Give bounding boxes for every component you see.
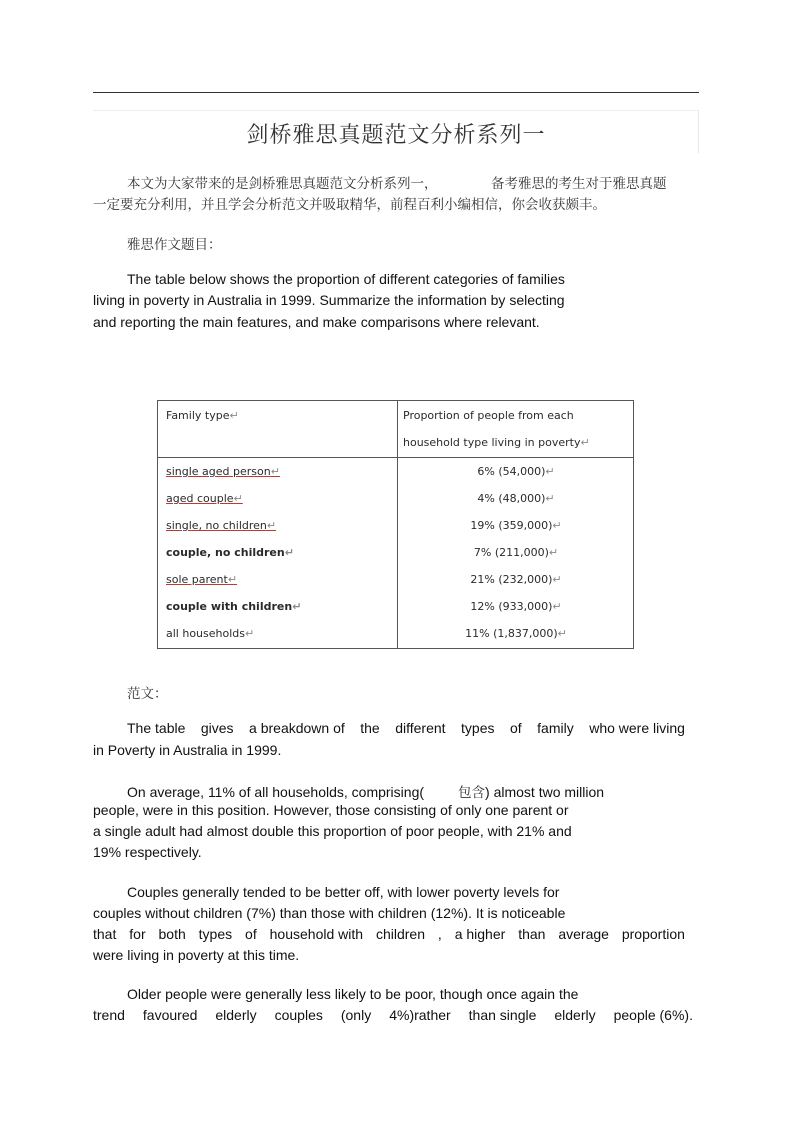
intro-line1a: 本文为大家带来的是剑桥雅思真题范文分析系列一， xyxy=(127,176,438,192)
table-row-value: 21% (232,000)↵ xyxy=(470,573,562,586)
table-row-type: aged couple↵ xyxy=(166,492,243,505)
table-header-proportion-line1: Proportion of people from each xyxy=(403,409,574,422)
essay-p2-line3: a single adult had almost double this proportion of poor people, with 21% and xyxy=(93,823,572,839)
essay-p2-line4: 19% respectively. xyxy=(93,844,202,860)
table-row-type: all households↵ xyxy=(166,627,255,640)
table-row-type: single, no children↵ xyxy=(166,519,277,532)
essay-p2-line1: On average, 11% of all households, comprising( 包含) almost two million xyxy=(127,784,605,801)
intro-line2: 一定要充分利用，并且学会分析范文并吸取精华，前程百利小编相信，你会收获颇丰。 xyxy=(93,197,606,213)
essay-p4-line2: trend favoured elderly couples (only 4%)rather than single elderly people (6%). xyxy=(93,1007,693,1023)
essay-p3-line2: couples without children (7%) than those with children (12%). It is noticeable xyxy=(93,905,566,921)
header-rule xyxy=(93,92,699,93)
table-row-type: couple, no children↵ xyxy=(166,546,294,559)
table-row-value: 6% (54,000)↵ xyxy=(477,465,555,478)
prompt-line-3: and reporting the main features, and make comparisons where relevant. xyxy=(93,314,540,330)
table-row-value: 11% (1,837,000)↵ xyxy=(465,627,567,640)
essay-p3-line1: Couples generally tended to be better off, with lower poverty levels for xyxy=(127,884,560,900)
prompt-label: 雅思作文题目： xyxy=(127,237,222,253)
table-row-type: single aged person↵ xyxy=(166,465,280,478)
table-row-value: 12% (933,000)↵ xyxy=(470,600,562,613)
essay-p2-line2: people, were in this position. However, those consisting of only one parent or xyxy=(93,802,569,818)
table-row-type: couple with children↵ xyxy=(166,600,302,613)
prompt-line-1: The table below shows the proportion of different categories of families xyxy=(127,271,565,287)
essay-p4-line1: Older people were generally less likely to be poor, though once again the xyxy=(127,986,579,1002)
table-row-value: 7% (211,000)↵ xyxy=(473,546,559,559)
intro-line1b: 备考雅思的考生对于雅思真题 xyxy=(491,176,667,192)
essay-p3-line3: that for both types of household with children , a higher than average proportion xyxy=(93,926,685,942)
essay-p1-line2: in Poverty in Australia in 1999. xyxy=(93,742,282,758)
prompt-line-2: living in poverty in Australia in 1999. Summarize the information by selecting xyxy=(93,292,565,308)
essay-p3-line4: were living in poverty at this time. xyxy=(93,947,300,963)
essay-p1-line1: The table gives a breakdown of the different types of family who were living xyxy=(127,720,685,736)
table-header-divider xyxy=(158,457,633,458)
poverty-table xyxy=(157,400,634,649)
table-header-family-type: Family type↵ xyxy=(166,409,239,422)
table-header-proportion-line2: household type living in poverty↵ xyxy=(403,436,590,449)
page-title: 剑桥雅思真题范文分析系列一 xyxy=(246,123,546,148)
table-row-value: 4% (48,000)↵ xyxy=(477,492,555,505)
table-row-type: sole parent↵ xyxy=(166,573,238,586)
sample-label: 范文： xyxy=(127,686,168,702)
table-row-value: 19% (359,000)↵ xyxy=(470,519,562,532)
